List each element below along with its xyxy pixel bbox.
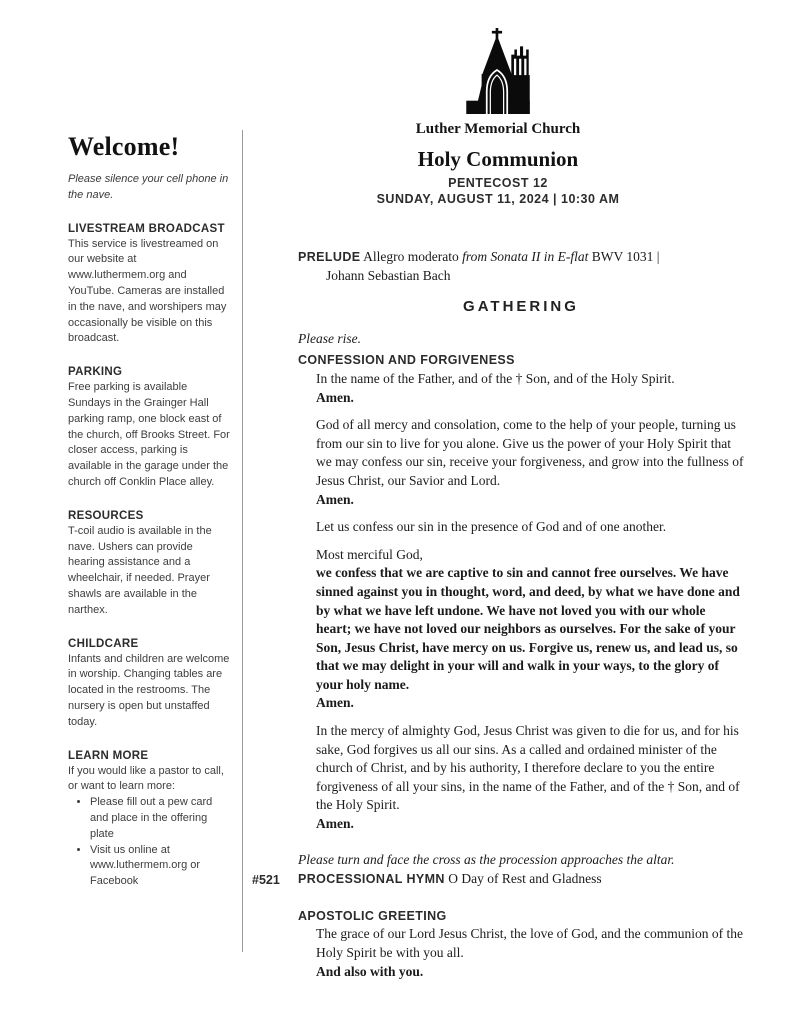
invocation-text: In the name of the Father, and of the † Son, and of the Holy Spirit. [316, 370, 675, 386]
absolution-text: In the mercy of almighty God, Jesus Christ was given to die for us, and for his sake, God forgives us all our sins. As a called and ordained minister of the church of Christ, and by his authority, I therefore declare to you the entire forgiveness of all your sins, in the name of the Father, and of the † Son, and of the Holy Spirit. [316, 723, 740, 813]
masthead [252, 28, 744, 206]
section-body: Infants and children are welcome in worship. Changing tables are located in the restrooms. The nursery is open but unstaffed today. [68, 652, 230, 728]
amen-response: Amen. [316, 816, 354, 832]
section-body: If you would like a pastor to call, or want to learn more: [68, 764, 224, 793]
liturgy-content [252, 248, 744, 981]
section-heading: LIVESTREAM BROADCAST [68, 222, 225, 235]
apostolic-greeting-section [252, 907, 744, 981]
main-column [252, 28, 744, 981]
section-heading: RESOURCES [68, 509, 144, 522]
sidebar [68, 132, 232, 890]
prelude-composer: Johann Sebastian Bach [326, 267, 451, 283]
bullet-item: • Please fill out a pew card and place in the offering plate [90, 795, 232, 842]
apostolic-greeting-heading: APOSTOLIC GREETING [298, 908, 447, 923]
prelude-source: from Sonata II in E-flat [462, 249, 589, 264]
amen-response: Amen. [316, 389, 354, 405]
mercy-prayer-paragraph [316, 416, 744, 509]
apostolic-greeting-response: And also with you. [316, 963, 424, 979]
section-body: T-coil audio is available in the nave. Ushers can provide hearing assistance and a wheelchair, if needed. Prayer shawls are available in the narthex. [68, 524, 212, 616]
prelude-number-spacer [252, 248, 298, 285]
prelude-label: PRELUDE [298, 250, 361, 264]
confession-paragraph [316, 546, 744, 713]
sidebar-section-parking [68, 366, 232, 491]
processional-hymn-row [252, 870, 744, 890]
apostolic-greeting-paragraph [316, 925, 744, 981]
prelude-catalog: BWV 1031 | [591, 249, 660, 264]
confession-text: we confess that we are captive to sin and cannot free ourselves. We have sinned against you in thought, word, and deed, by what we have done and by what we have left undone. We have not loved you with our whole heart; we have not loved our neighbors as ourselves. For the sake of your Son, Jesus Christ, have mercy on us. Forgive us, renew us, and lead us, so that we may delight in your will and walk in your ways, to the glory of your holy name. [316, 565, 740, 692]
sidebar-section-livestream [68, 223, 232, 348]
welcome-title: Welcome! [68, 132, 180, 161]
section-body: This service is livestreamed on our website at www.luthermem.org and YouTube. Cameras are installed in the nave, and worshipers may occasionally be visible on this broadcast. [68, 237, 227, 345]
silence-note: Please silence your cell phone in the nave. [68, 173, 229, 201]
bullet-item: • Visit us online at www.luthermem.org or Facebook [90, 843, 232, 890]
rubric-procession: Please turn and face the cross as the procession approaches the altar. [298, 851, 675, 867]
amen-response: Amen. [316, 695, 354, 711]
church-name: Luther Memorial Church [415, 121, 581, 137]
rubric-please-rise: Please rise. [298, 330, 361, 346]
date-line: SUNDAY, AUGUST 11, 2024 | 10:30 AM [376, 192, 620, 206]
gathering-heading: GATHERING [463, 298, 579, 316]
service-title: Holy Communion [417, 147, 579, 171]
apostolic-greeting-text: The grace of our Lord Jesus Christ, the love of God, and the communion of the Holy Spirit be with you all. [316, 926, 744, 960]
invocation-paragraph [316, 370, 744, 407]
season-label: PENTECOST 12 [448, 176, 548, 190]
section-heading: LEARN MORE [68, 749, 149, 762]
processional-hymn-title: O Day of Rest and Gladness [448, 871, 602, 887]
confession-heading: CONFESSION AND FORGIVENESS [298, 353, 515, 368]
church-silhouette-icon [460, 28, 536, 114]
sidebar-section-learn-more [68, 750, 232, 890]
section-heading: CHILDCARE [68, 637, 139, 650]
section-body: Free parking is available Sundays in the Grainger Hall parking ramp, one block east of the church, off Brooks Street. For closer access, parking is available in the garage under the church off Conklin Place alley. [68, 381, 230, 488]
processional-hymn-line [298, 870, 602, 890]
section-heading: PARKING [68, 366, 123, 379]
confession-invite: Let us confess our sin in the presence of God and of one another. [316, 519, 667, 535]
hymn-number: #521 [252, 873, 280, 888]
prelude-row [252, 248, 744, 285]
amen-response: Amen. [316, 491, 354, 507]
sidebar-section-childcare [68, 638, 232, 731]
learn-more-bullet-list [68, 795, 232, 890]
column-divider [242, 130, 243, 952]
prelude-piece: Allegro moderato [363, 249, 459, 264]
absolution-paragraph [316, 722, 744, 834]
processional-hymn-label: PROCESSIONAL HYMN [298, 872, 445, 887]
sidebar-section-resources [68, 510, 232, 619]
confession-address: Most merciful God, [316, 546, 423, 562]
mercy-prayer-text: God of all mercy and consolation, come to the help of your people, turning us from our sin to live for you alone. Give us the power of your Holy Spirit that we may confess our sin, receive your forgiveness, and grow into the fullness of Jesus Christ, our Savior and Lord. [316, 417, 744, 488]
prelude-line [298, 248, 744, 285]
